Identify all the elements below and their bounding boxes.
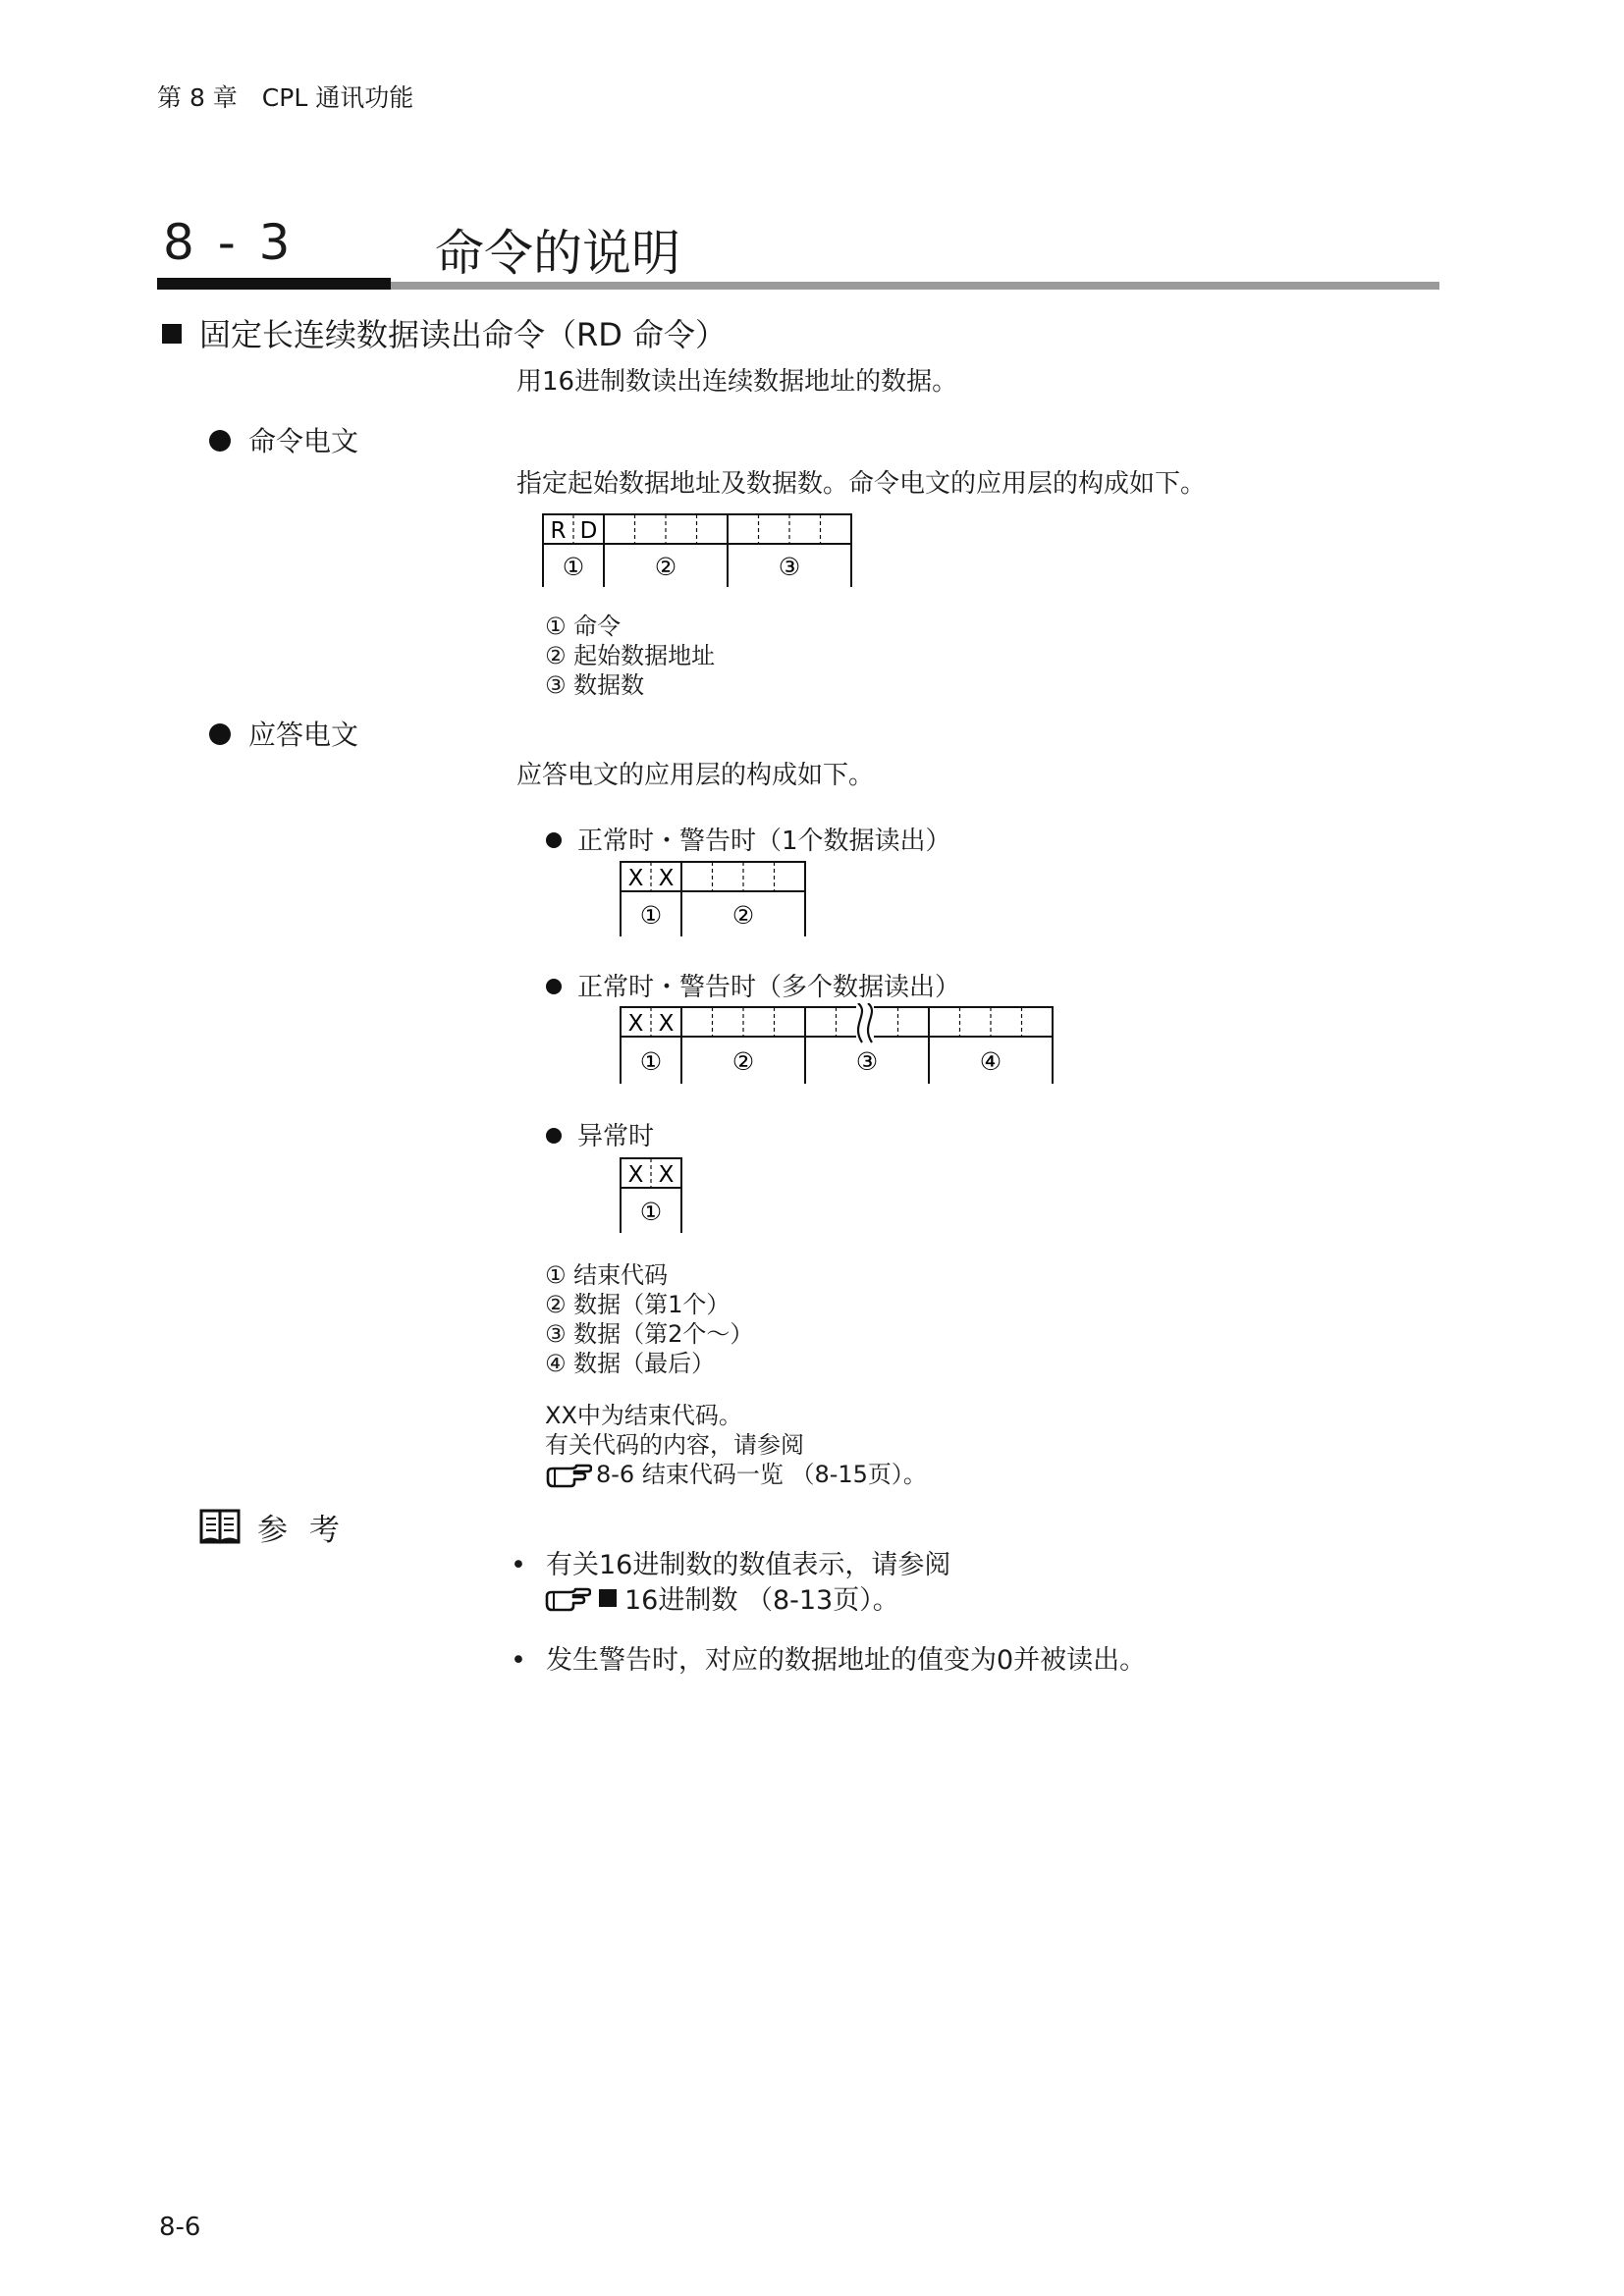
running-header: 第 8 章 CPL 通讯功能 xyxy=(157,83,414,112)
frame-marker-4: ④ xyxy=(979,1047,1002,1076)
legend-item: ③ 数据数 xyxy=(545,671,645,699)
bullet-dot-icon: • xyxy=(511,1550,526,1580)
frame-marker-2: ② xyxy=(731,1047,755,1076)
frame-marker-1: ① xyxy=(562,553,585,581)
frame-marker-2: ② xyxy=(654,553,677,581)
frame-char-2: D xyxy=(579,518,598,544)
frame-marker-1: ① xyxy=(639,901,663,930)
pointing-hand-icon xyxy=(544,1584,591,1612)
section-rule-grey xyxy=(391,282,1439,290)
section-title: 命令的说明 xyxy=(435,225,680,282)
reference-item xyxy=(511,1543,950,1581)
frame-char-1: X xyxy=(627,866,644,891)
command-heading xyxy=(162,310,727,355)
response-case-error xyxy=(546,1116,654,1152)
frame-marker-3: ③ xyxy=(778,553,801,581)
command-intro: 用16进制数读出连续数据地址的数据。 xyxy=(516,367,958,397)
square-bullet-icon xyxy=(162,324,182,344)
response-message-label-text: 应答电文 xyxy=(248,719,359,751)
command-legend xyxy=(545,612,715,700)
note-line: XX中为结束代码。 xyxy=(545,1402,742,1429)
frame-char-1: X xyxy=(627,1011,644,1037)
bullet-dot-icon xyxy=(546,1128,562,1144)
legend-item: ④ 数据（最后） xyxy=(545,1350,716,1377)
frame-char-2: X xyxy=(658,1011,675,1037)
response-notes xyxy=(545,1401,927,1489)
reference-book-icon xyxy=(199,1507,241,1550)
bullet-dot-icon xyxy=(546,832,562,848)
bullet-dot-icon xyxy=(209,430,231,452)
response-legend xyxy=(545,1260,753,1378)
page-number: 8-6 xyxy=(159,2213,201,2242)
legend-item: ① 结束代码 xyxy=(545,1261,669,1289)
frame-char-2: X xyxy=(658,866,675,891)
reference-item-text: 发生警告时，对应的数据地址的值变为0并被读出。 xyxy=(546,1645,1147,1676)
frame-marker-1: ① xyxy=(639,1198,663,1226)
response-case-title: 异常时 xyxy=(577,1122,655,1151)
reference-heading: 参 考 xyxy=(257,1513,346,1548)
frame-char-1: R xyxy=(550,518,567,544)
reference-item xyxy=(511,1638,1146,1677)
command-message-description: 指定起始数据地址及数据数。命令电文的应用层的构成如下。 xyxy=(516,469,1207,499)
reference-link-text: 16进制数 （8-13页）。 xyxy=(624,1585,899,1616)
reference-item-text: 有关16进制数的数值表示，请参阅 xyxy=(546,1550,951,1580)
frame-marker-3: ③ xyxy=(855,1047,879,1076)
pointing-hand-icon xyxy=(545,1461,592,1488)
cross-reference-link[interactable] xyxy=(545,1460,927,1489)
response-message-label xyxy=(209,714,358,753)
section-number: 8 - 3 xyxy=(163,214,295,271)
command-frame-diagram xyxy=(538,510,856,591)
command-message-label-text: 命令电文 xyxy=(248,425,359,457)
note-line: 有关代码的内容，请参阅 xyxy=(545,1431,804,1459)
section-rule-dark xyxy=(157,278,391,290)
frame-marker-2: ② xyxy=(731,901,755,930)
response-frame-single xyxy=(617,858,813,940)
break-mark-icon xyxy=(856,1003,874,1042)
square-bullet-icon xyxy=(599,1589,617,1607)
legend-item: ③ 数据（第2个～） xyxy=(545,1320,754,1348)
reference-link[interactable] xyxy=(544,1578,899,1617)
frame-marker-1: ① xyxy=(639,1047,663,1076)
response-message-description: 应答电文的应用层的构成如下。 xyxy=(516,761,875,790)
command-heading-text: 固定长连续数据读出命令（RD 命令） xyxy=(199,316,728,353)
legend-item: ① 命令 xyxy=(545,613,622,640)
legend-item: ② 起始数据地址 xyxy=(545,642,716,669)
frame-char-2: X xyxy=(658,1162,675,1188)
response-frame-error xyxy=(617,1154,695,1237)
response-frame-multi xyxy=(617,1003,1064,1088)
command-message-label xyxy=(209,420,358,459)
response-case-normal-multi xyxy=(546,967,960,1003)
cross-reference-text: 8-6 结束代码一览 （8-15页）。 xyxy=(596,1461,927,1488)
frame-char-1: X xyxy=(627,1162,644,1188)
legend-item: ② 数据（第1个） xyxy=(545,1291,731,1318)
bullet-dot-icon xyxy=(209,723,231,745)
response-case-title: 正常时・警告时（1个数据读出） xyxy=(577,827,951,856)
response-case-normal-single xyxy=(546,821,951,857)
bullet-dot-icon xyxy=(546,979,562,994)
response-case-title: 正常时・警告时（多个数据读出） xyxy=(577,973,961,1002)
bullet-dot-icon: • xyxy=(511,1645,526,1676)
